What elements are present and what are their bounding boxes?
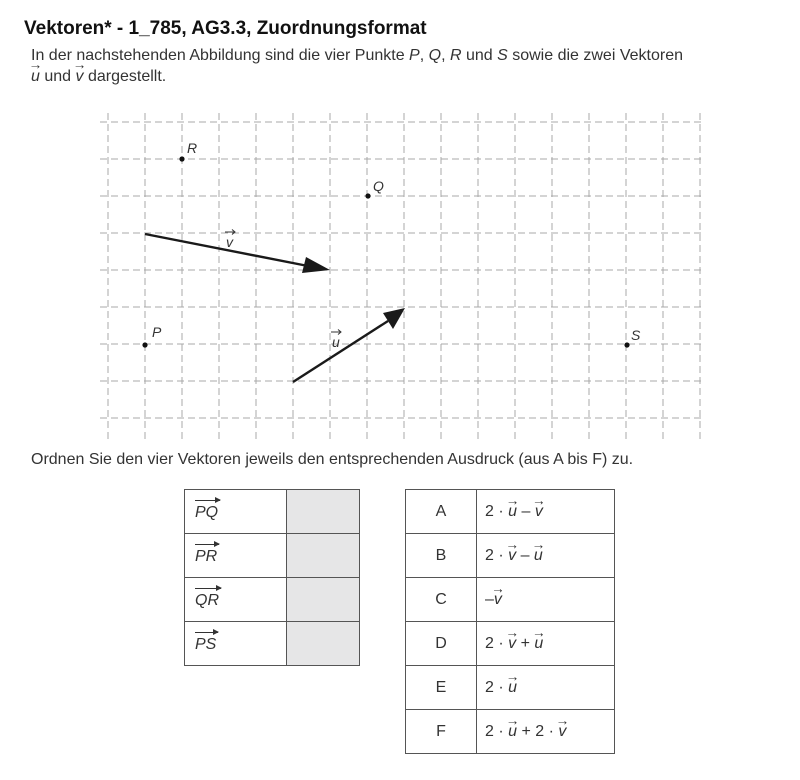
- point-label-P: P: [152, 324, 162, 340]
- assignment-table: [184, 489, 360, 666]
- vector-symbol: → u: [508, 679, 517, 697]
- expression-text: 2 ·: [485, 678, 509, 696]
- intro-text-part: In der nachstehenden Abbildung sind die vier Punkte: [31, 47, 410, 64]
- table-row: [406, 534, 615, 578]
- vector-cell: [185, 622, 287, 666]
- expression-text: 2 ·: [485, 634, 509, 652]
- point-R: [179, 156, 184, 161]
- vector-label: QR: [195, 591, 219, 609]
- table-row: [406, 578, 615, 622]
- table-row: [406, 490, 615, 534]
- vector-name: → u: [31, 66, 40, 87]
- vector-v: [145, 234, 330, 273]
- answer-cell[interactable]: [287, 578, 360, 622]
- point-label-Q: Q: [373, 178, 384, 194]
- vector-cell: [185, 490, 287, 534]
- intro-text-part: ,: [441, 47, 450, 64]
- option-expression: [477, 578, 615, 622]
- grid: [100, 113, 702, 440]
- point-name: S: [497, 47, 508, 64]
- option-letter: F: [406, 710, 477, 754]
- vector-symbol: → u: [534, 547, 543, 565]
- option-expression: [477, 622, 615, 666]
- answer-cell[interactable]: [287, 534, 360, 578]
- answer-cell[interactable]: [287, 622, 360, 666]
- option-expression: [477, 666, 615, 710]
- vector-label: PR: [195, 547, 218, 565]
- expression-text: –: [516, 546, 534, 564]
- vector-label: PQ: [195, 503, 219, 521]
- point-label-R: R: [187, 140, 198, 156]
- table-row: [185, 534, 360, 578]
- expression-text: 2 ·: [485, 722, 509, 740]
- option-letter: B: [406, 534, 477, 578]
- expression-table: [405, 489, 615, 754]
- expression-text: + 2 ·: [517, 722, 559, 740]
- expression-text: 2 ·: [485, 546, 509, 564]
- point-name: P: [409, 47, 420, 64]
- vector-symbol: → u: [508, 723, 517, 741]
- table-row: [185, 578, 360, 622]
- option-expression: [477, 490, 615, 534]
- option-letter: C: [406, 578, 477, 622]
- table-row: [185, 622, 360, 666]
- table-row: [406, 666, 615, 710]
- option-letter: D: [406, 622, 477, 666]
- intro-text-part: und: [461, 47, 498, 64]
- expression-text: +: [516, 634, 535, 652]
- vector-symbol: → u: [508, 503, 517, 521]
- option-letter: E: [406, 666, 477, 710]
- vector-label-u: u: [332, 334, 340, 350]
- vector-symbol: → v: [535, 503, 543, 521]
- intro-text-part: sowie die zwei Vektoren: [507, 47, 683, 64]
- point-name: R: [449, 47, 462, 64]
- expression-text: 2 ·: [485, 502, 509, 520]
- expression-text: –: [485, 590, 494, 608]
- vector-symbol: → v: [494, 591, 502, 609]
- option-letter: A: [406, 490, 477, 534]
- point-name: Q: [428, 47, 442, 64]
- vector-name: → v: [76, 66, 84, 87]
- option-expression: [477, 534, 615, 578]
- option-expression: [477, 710, 615, 754]
- intro-text-part: ,: [419, 47, 429, 64]
- point-P: [142, 342, 147, 347]
- point-label-S: S: [631, 327, 641, 343]
- vector-symbol: → v: [508, 635, 516, 653]
- vector-cell: [185, 534, 287, 578]
- vector-v-arrowhead: [302, 257, 330, 273]
- vector-u-arrowhead: [383, 308, 405, 329]
- table-row: [406, 622, 615, 666]
- vector-symbol: → v: [558, 723, 566, 741]
- page-title: Vektoren* - 1_785, AG3.3, Zuordnungsformat: [24, 18, 427, 39]
- vector-symbol: → v: [508, 547, 516, 565]
- vector-u: [293, 308, 405, 382]
- table-row: [406, 710, 615, 754]
- vector-label-v: v: [226, 234, 233, 250]
- intro-text-part: und: [39, 68, 76, 85]
- task-instruction: Ordnen Sie den vier Vektoren jeweils den entsprechenden Ausdruck (aus A bis F) zu.: [31, 451, 634, 468]
- vector-u-line: [293, 321, 388, 382]
- point-S: [624, 342, 629, 347]
- answer-cell[interactable]: [287, 490, 360, 534]
- vector-symbol: → u: [534, 635, 543, 653]
- point-Q: [365, 193, 370, 198]
- expression-text: –: [517, 502, 535, 520]
- vector-label: PS: [195, 635, 217, 653]
- vector-cell: [185, 578, 287, 622]
- intro-text-part: dargestellt.: [83, 68, 167, 85]
- table-row: [185, 490, 360, 534]
